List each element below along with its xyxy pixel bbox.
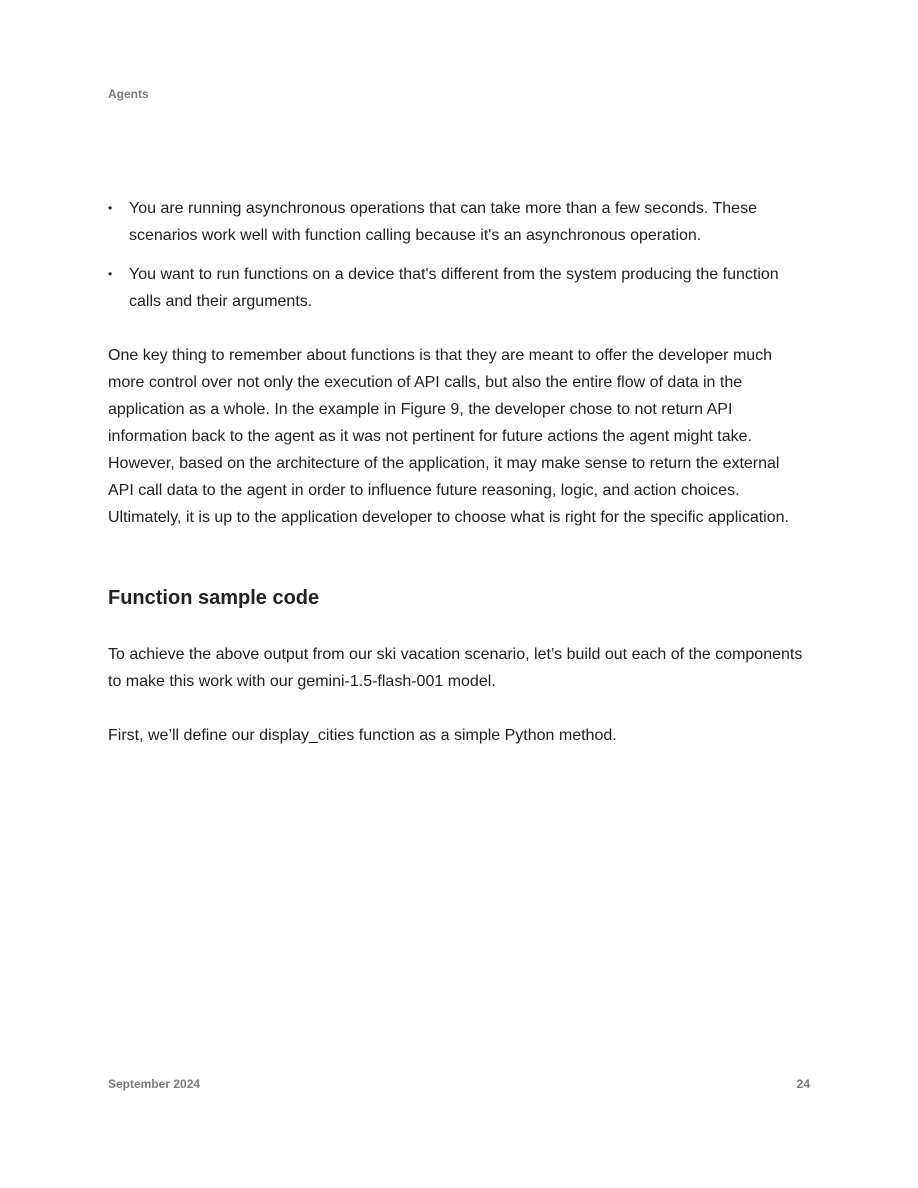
bullet-marker: • — [108, 267, 113, 281]
section-heading: Function sample code — [108, 587, 320, 609]
page-content — [108, 195, 808, 749]
footer-date: September 2024 — [108, 1077, 201, 1091]
bullet-item — [108, 195, 808, 249]
bullet-list — [108, 195, 808, 315]
page-number: 24 — [796, 1077, 810, 1091]
bullet-marker: • — [108, 201, 113, 215]
page-header-title: Agents — [108, 87, 149, 101]
bullet-text: You want to run functions on a device that's different from the system producing the function calls and their arguments. — [129, 266, 779, 310]
body-paragraph: First, we’ll define our display_cities function as a simple Python method. — [108, 727, 617, 744]
bullet-text: You are running asynchronous operations that can take more than a few seconds. These scenarios work well with function calling because it's an asynchronous operation. — [129, 200, 757, 244]
body-paragraph: One key thing to remember about functions is that they are meant to offer the developer much more control over not only the execution of API calls, but also the entire flow of data in the application as a whole. In the example in Figure 9, the developer chose to not return API information back to the agent as it was not pertinent for future actions the agent might take. However, based on the architecture of the application, it may make sense to return the external API call data to the agent in order to influence future reasoning, logic, and action choices. Ultimately, it is up to the application developer to choose what is right for the specific application. — [108, 347, 789, 526]
body-paragraph: To achieve the above output from our ski vacation scenario, let’s build out each of the components to make this work with our gemini-1.5-flash-001 model. — [108, 646, 803, 690]
bullet-item — [108, 261, 808, 315]
